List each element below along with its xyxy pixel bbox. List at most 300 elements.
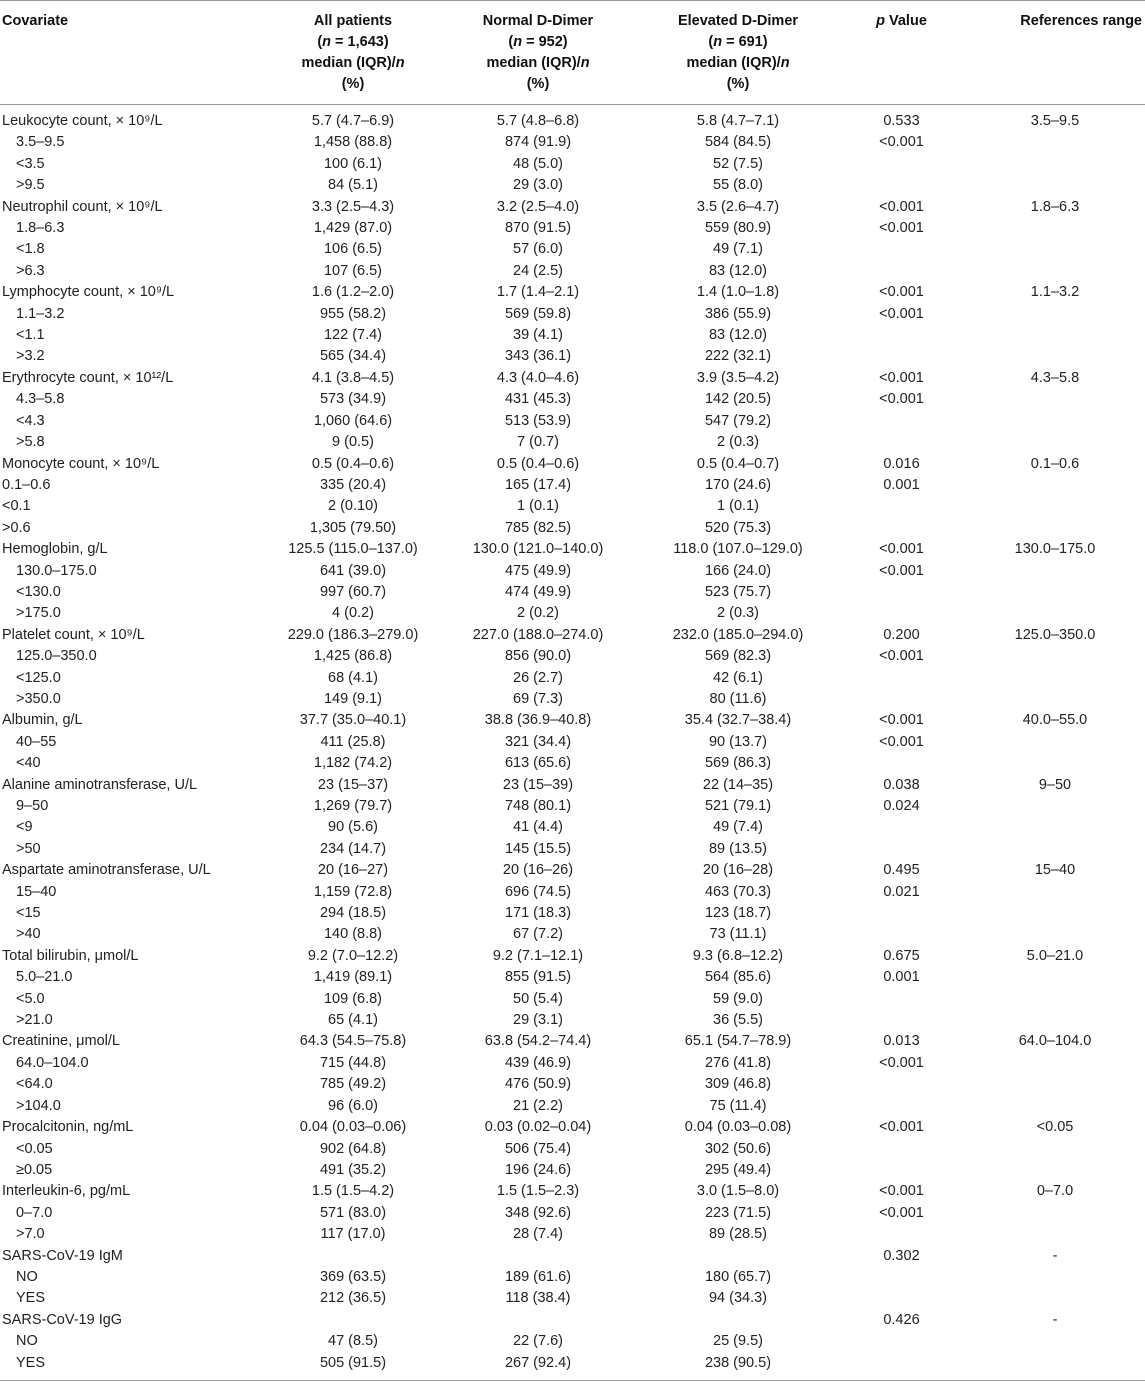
cell-references-range bbox=[965, 239, 1145, 260]
cell-references-range bbox=[965, 346, 1145, 367]
cell-elevated-d-dimer: 89 (28.5) bbox=[708, 1226, 768, 1243]
header-normal-line: Normal D-Dimer bbox=[482, 13, 594, 29]
cell-all-patients: 9 (0.5) bbox=[332, 434, 374, 451]
cell-normal-d-dimer bbox=[438, 1310, 638, 1331]
cell-covariate: 4.3–5.8 bbox=[16, 391, 65, 408]
cell-p-value bbox=[838, 989, 965, 1010]
cell-covariate: <64.0 bbox=[16, 1076, 53, 1093]
header-elevated-line: (%) bbox=[726, 76, 750, 92]
cell-elevated-d-dimer: 238 (90.5) bbox=[704, 1354, 772, 1371]
cell-normal-d-dimer: 506 (75.4) bbox=[504, 1140, 572, 1157]
cell-references-range: 5.0–21.0 bbox=[1026, 947, 1084, 964]
cell-normal-d-dimer: 1.7 (1.4–2.1) bbox=[496, 284, 580, 301]
cell-all-patients: 107 (6.5) bbox=[323, 262, 383, 279]
table-row bbox=[0, 989, 1145, 1010]
cell-elevated-d-dimer: 520 (75.3) bbox=[704, 519, 772, 536]
cell-covariate: ≥0.05 bbox=[16, 1161, 53, 1178]
cell-covariate: YES bbox=[16, 1290, 46, 1307]
cell-references-range bbox=[965, 1010, 1145, 1031]
cell-all-patients: 294 (18.5) bbox=[319, 905, 387, 922]
cell-references-range bbox=[965, 518, 1145, 539]
cell-normal-d-dimer: 0.5 (0.4–0.6) bbox=[496, 455, 580, 472]
table-row bbox=[0, 668, 1145, 689]
cell-all-patients: 785 (49.2) bbox=[319, 1076, 387, 1093]
table-row bbox=[0, 903, 1145, 924]
cell-all-patients: 491 (35.2) bbox=[319, 1161, 387, 1178]
table-row bbox=[0, 1288, 1145, 1309]
cell-normal-d-dimer: 26 (2.7) bbox=[513, 669, 563, 686]
cell-elevated-d-dimer: 22 (14–35) bbox=[702, 776, 774, 793]
cell-p-value: 0.038 bbox=[883, 776, 920, 793]
table-row bbox=[0, 946, 1145, 967]
cell-elevated-d-dimer: 523 (75.7) bbox=[704, 583, 772, 600]
cell-elevated-d-dimer: 75 (11.4) bbox=[709, 1097, 767, 1114]
cell-elevated-d-dimer: 2 (0.3) bbox=[717, 434, 759, 451]
cell-p-value: <0.001 bbox=[879, 648, 924, 665]
cell-references-range bbox=[965, 475, 1145, 496]
cell-normal-d-dimer: 39 (4.1) bbox=[513, 327, 563, 344]
cell-normal-d-dimer: 4.3 (4.0–4.6) bbox=[496, 369, 580, 386]
cell-all-patients: 149 (9.1) bbox=[323, 690, 383, 707]
table-row bbox=[0, 1310, 1145, 1331]
cell-normal-d-dimer: 343 (36.1) bbox=[504, 348, 572, 365]
table-row bbox=[0, 218, 1145, 239]
cell-all-patients: 47 (8.5) bbox=[328, 1333, 378, 1350]
table-body bbox=[0, 105, 1145, 1381]
cell-references-range bbox=[965, 903, 1145, 924]
cell-elevated-d-dimer: 73 (11.1) bbox=[709, 926, 767, 943]
cell-covariate: >104.0 bbox=[16, 1097, 61, 1114]
cell-covariate: <3.5 bbox=[16, 155, 45, 172]
cell-covariate: 125.0–350.0 bbox=[16, 648, 97, 665]
cell-covariate: >175.0 bbox=[16, 605, 61, 622]
cell-all-patients: 140 (8.8) bbox=[323, 926, 383, 943]
cell-normal-d-dimer: 48 (5.0) bbox=[513, 155, 563, 172]
cell-covariate: 40–55 bbox=[16, 733, 57, 750]
header-all-patients-line: (n = 1,643) bbox=[317, 34, 389, 50]
cell-p-value bbox=[838, 518, 965, 539]
cell-elevated-d-dimer: 222 (32.1) bbox=[704, 348, 772, 365]
cell-p-value bbox=[838, 1096, 965, 1117]
cell-elevated-d-dimer: 83 (12.0) bbox=[708, 262, 768, 279]
cell-references-range: 130.0–175.0 bbox=[1014, 541, 1096, 558]
cell-covariate: 1.1–3.2 bbox=[16, 305, 65, 322]
cell-p-value bbox=[838, 261, 965, 282]
cell-p-value: <0.001 bbox=[879, 1183, 924, 1200]
cell-normal-d-dimer: 130.0 (121.0–140.0) bbox=[472, 541, 604, 558]
cell-elevated-d-dimer: 42 (6.1) bbox=[713, 669, 763, 686]
table-row bbox=[0, 175, 1145, 196]
header-elevated-line: Elevated D-Dimer bbox=[677, 13, 799, 29]
cell-p-value: <0.001 bbox=[879, 220, 924, 237]
table-row bbox=[0, 154, 1145, 175]
cell-elevated-d-dimer: 232.0 (185.0–294.0) bbox=[672, 626, 804, 643]
cell-all-patients: 37.7 (35.0–40.1) bbox=[299, 712, 407, 729]
cell-p-value: <0.001 bbox=[879, 1204, 924, 1221]
cell-p-value bbox=[838, 1010, 965, 1031]
cell-all-patients: 68 (4.1) bbox=[328, 669, 378, 686]
cell-covariate: SARS-CoV-19 IgG bbox=[2, 1311, 123, 1328]
cell-references-range bbox=[965, 1139, 1145, 1160]
header-normal-d-dimer bbox=[438, 1, 638, 105]
cell-all-patients: 1,060 (64.6) bbox=[313, 412, 393, 429]
cell-normal-d-dimer: 29 (3.0) bbox=[513, 177, 563, 194]
cell-all-patients: 0.5 (0.4–0.6) bbox=[311, 455, 395, 472]
table-row bbox=[0, 732, 1145, 753]
cell-p-value bbox=[838, 1288, 965, 1309]
cell-normal-d-dimer: 50 (5.4) bbox=[513, 990, 563, 1007]
cell-all-patients bbox=[268, 1246, 438, 1267]
cell-references-range bbox=[965, 668, 1145, 689]
cell-normal-d-dimer: 2 (0.2) bbox=[517, 605, 559, 622]
cell-all-patients: 5.7 (4.7–6.9) bbox=[311, 113, 395, 129]
cell-normal-d-dimer: 0.03 (0.02–0.04) bbox=[484, 1119, 592, 1136]
table-row bbox=[0, 1139, 1145, 1160]
cell-all-patients: 90 (5.6) bbox=[328, 819, 378, 836]
table-row bbox=[0, 197, 1145, 218]
header-normal-line: median (IQR)/n bbox=[486, 55, 590, 71]
cell-p-value bbox=[838, 817, 965, 838]
header-all-patients bbox=[268, 1, 438, 105]
cell-references-range: 64.0–104.0 bbox=[1018, 1033, 1092, 1050]
table-row bbox=[0, 753, 1145, 774]
cell-elevated-d-dimer: 142 (20.5) bbox=[704, 391, 772, 408]
cell-elevated-d-dimer: 3.5 (2.6–4.7) bbox=[696, 198, 780, 215]
cell-elevated-d-dimer: 25 (9.5) bbox=[713, 1333, 763, 1350]
cell-all-patients: 4 (0.2) bbox=[332, 605, 374, 622]
cell-normal-d-dimer: 145 (15.5) bbox=[504, 840, 572, 857]
cell-normal-d-dimer: 118 (38.4) bbox=[505, 1290, 571, 1307]
cell-references-range: - bbox=[1052, 1247, 1058, 1264]
cell-references-range bbox=[965, 1267, 1145, 1288]
cell-p-value: 0.016 bbox=[883, 455, 920, 472]
cell-references-range bbox=[965, 175, 1145, 196]
header-covariate: Covariate bbox=[2, 13, 69, 29]
cell-references-range bbox=[965, 817, 1145, 838]
cell-all-patients: 1,458 (88.8) bbox=[313, 134, 393, 151]
table-row bbox=[0, 1203, 1145, 1224]
cell-normal-d-dimer: 171 (18.3) bbox=[504, 905, 572, 922]
header-row bbox=[0, 1, 1145, 105]
cell-all-patients: 1,269 (79.7) bbox=[313, 798, 393, 814]
cell-p-value: <0.001 bbox=[879, 541, 924, 558]
cell-p-value bbox=[838, 496, 965, 517]
cell-p-value bbox=[838, 753, 965, 774]
table-row bbox=[0, 304, 1145, 325]
cell-elevated-d-dimer: 118.0 (107.0–129.0) bbox=[673, 541, 803, 558]
cell-all-patients bbox=[268, 1310, 438, 1331]
cell-p-value bbox=[838, 175, 965, 196]
cell-references-range bbox=[965, 132, 1145, 153]
cell-p-value: <0.001 bbox=[879, 712, 924, 729]
table-row bbox=[0, 432, 1145, 453]
cell-normal-d-dimer: 348 (92.6) bbox=[504, 1204, 572, 1221]
cell-all-patients: 505 (91.5) bbox=[319, 1354, 387, 1371]
cell-elevated-d-dimer: 569 (86.3) bbox=[704, 755, 772, 772]
header-references-range: References range bbox=[1020, 13, 1142, 29]
table-row bbox=[0, 261, 1145, 282]
cell-p-value: 0.426 bbox=[883, 1311, 920, 1328]
cell-normal-d-dimer: 41 (4.4) bbox=[513, 819, 563, 836]
cell-all-patients: 212 (36.5) bbox=[319, 1290, 387, 1307]
cell-normal-d-dimer: 476 (50.9) bbox=[504, 1076, 572, 1093]
header-all-patients-line: All patients bbox=[313, 13, 393, 29]
cell-elevated-d-dimer: 49 (7.1) bbox=[713, 241, 763, 258]
table-row bbox=[0, 346, 1145, 367]
cell-normal-d-dimer: 267 (92.4) bbox=[504, 1354, 572, 1371]
cell-elevated-d-dimer: 276 (41.8) bbox=[704, 1054, 772, 1071]
table-row bbox=[0, 1031, 1145, 1052]
cell-elevated-d-dimer: 59 (9.0) bbox=[713, 990, 763, 1007]
cell-references-range bbox=[965, 796, 1145, 817]
cell-p-value: <0.001 bbox=[879, 134, 924, 151]
table-row bbox=[0, 967, 1145, 988]
cell-all-patients: 2 (0.10) bbox=[328, 498, 378, 515]
header-normal-line: (n = 952) bbox=[508, 34, 568, 50]
cell-covariate: Leukocyte count, × 10⁹/L bbox=[2, 113, 163, 129]
table-row bbox=[0, 625, 1145, 646]
cell-covariate: <15 bbox=[16, 905, 41, 922]
cell-normal-d-dimer: 474 (49.9) bbox=[504, 583, 572, 600]
cell-elevated-d-dimer: 0.04 (0.03–0.08) bbox=[684, 1119, 792, 1136]
table-row bbox=[0, 539, 1145, 560]
cell-all-patients: 20 (16–27) bbox=[317, 862, 389, 879]
cell-covariate: <1.8 bbox=[16, 241, 45, 258]
table-row bbox=[0, 389, 1145, 410]
cell-elevated-d-dimer: 20 (16–28) bbox=[702, 862, 774, 879]
cell-covariate: <4.3 bbox=[16, 412, 45, 429]
cell-references-range bbox=[965, 1203, 1145, 1224]
cell-covariate: Interleukin-6, pg/mL bbox=[2, 1183, 131, 1200]
cell-covariate: Lymphocyte count, × 10⁹/L bbox=[2, 284, 175, 301]
cell-covariate: SARS-CoV-19 IgM bbox=[2, 1247, 123, 1264]
cell-references-range bbox=[965, 967, 1145, 988]
cell-references-range: <0.05 bbox=[1036, 1119, 1074, 1136]
table-row bbox=[0, 582, 1145, 603]
cell-references-range: 9–50 bbox=[1038, 776, 1072, 793]
cell-covariate: 3.5–9.5 bbox=[16, 134, 65, 151]
cell-covariate: NO bbox=[16, 1268, 38, 1285]
cell-elevated-d-dimer: 564 (85.6) bbox=[704, 969, 772, 986]
cell-normal-d-dimer: 439 (46.9) bbox=[504, 1054, 572, 1071]
cell-normal-d-dimer: 189 (61.6) bbox=[504, 1268, 572, 1285]
table-row bbox=[0, 817, 1145, 838]
cell-references-range bbox=[965, 325, 1145, 346]
cell-all-patients: 997 (60.7) bbox=[319, 583, 387, 600]
cell-p-value bbox=[838, 839, 965, 860]
cell-references-range: 3.5–9.5 bbox=[1030, 113, 1080, 129]
cell-normal-d-dimer: 855 (91.5) bbox=[504, 969, 572, 986]
cell-p-value: <0.001 bbox=[879, 369, 924, 386]
cell-p-value bbox=[838, 154, 965, 175]
cell-p-value: <0.001 bbox=[879, 198, 924, 215]
cell-elevated-d-dimer bbox=[638, 1310, 838, 1331]
table-row bbox=[0, 1160, 1145, 1181]
cell-covariate: >21.0 bbox=[16, 1012, 53, 1029]
cell-references-range bbox=[965, 582, 1145, 603]
cell-covariate: <1.1 bbox=[16, 327, 45, 344]
cell-elevated-d-dimer: 52 (7.5) bbox=[713, 155, 763, 172]
cell-all-patients: 902 (64.8) bbox=[319, 1140, 387, 1157]
cell-normal-d-dimer: 613 (65.6) bbox=[504, 755, 572, 772]
cell-references-range bbox=[965, 1053, 1145, 1074]
cell-elevated-d-dimer: 309 (46.8) bbox=[704, 1076, 772, 1093]
cell-covariate: <130.0 bbox=[16, 583, 61, 600]
table-row bbox=[0, 105, 1145, 133]
cell-elevated-d-dimer: 90 (13.7) bbox=[708, 733, 768, 750]
cell-elevated-d-dimer: 1 (0.1) bbox=[717, 498, 759, 515]
cell-covariate: Creatinine, μmol/L bbox=[2, 1033, 120, 1050]
cell-covariate: 0.1–0.6 bbox=[2, 476, 51, 493]
cell-references-range: 125.0–350.0 bbox=[1014, 626, 1096, 643]
cell-normal-d-dimer: 21 (2.2) bbox=[513, 1097, 563, 1114]
cell-references-range bbox=[965, 411, 1145, 432]
cell-normal-d-dimer: 28 (7.4) bbox=[513, 1226, 563, 1243]
table-row bbox=[0, 882, 1145, 903]
cell-elevated-d-dimer: 295 (49.4) bbox=[704, 1161, 772, 1178]
cell-all-patients: 335 (20.4) bbox=[319, 476, 387, 493]
table-row bbox=[0, 1246, 1145, 1267]
cell-covariate: YES bbox=[16, 1354, 46, 1371]
cell-elevated-d-dimer: 55 (8.0) bbox=[713, 177, 763, 194]
cell-p-value bbox=[838, 1160, 965, 1181]
table-row bbox=[0, 1353, 1145, 1381]
cell-normal-d-dimer: 1.5 (1.5–2.3) bbox=[496, 1183, 580, 1200]
table-row bbox=[0, 325, 1145, 346]
cell-references-range bbox=[965, 1353, 1145, 1381]
cell-elevated-d-dimer: 166 (24.0) bbox=[704, 562, 772, 579]
table-row bbox=[0, 475, 1145, 496]
cell-elevated-d-dimer: 463 (70.3) bbox=[704, 883, 772, 900]
table-row bbox=[0, 132, 1145, 153]
cell-covariate: 0–7.0 bbox=[16, 1204, 53, 1221]
cell-covariate: <0.05 bbox=[16, 1140, 53, 1157]
table-header bbox=[0, 1, 1145, 105]
table-row bbox=[0, 775, 1145, 796]
cell-elevated-d-dimer: 302 (50.6) bbox=[704, 1140, 772, 1157]
cell-references-range bbox=[965, 1074, 1145, 1095]
cell-all-patients: 117 (17.0) bbox=[320, 1226, 386, 1243]
cell-p-value: <0.001 bbox=[879, 1054, 924, 1071]
table-row bbox=[0, 496, 1145, 517]
cell-normal-d-dimer: 69 (7.3) bbox=[513, 690, 563, 707]
cell-references-range: 1.1–3.2 bbox=[1030, 284, 1080, 301]
cell-normal-d-dimer: 1 (0.1) bbox=[517, 498, 559, 515]
cell-normal-d-dimer: 227.0 (188.0–274.0) bbox=[472, 626, 604, 643]
cell-normal-d-dimer: 870 (91.5) bbox=[504, 220, 572, 237]
table-row bbox=[0, 689, 1145, 710]
cell-normal-d-dimer: 29 (3.1) bbox=[513, 1012, 563, 1029]
cell-normal-d-dimer: 431 (45.3) bbox=[504, 391, 572, 408]
cell-all-patients: 84 (5.1) bbox=[328, 177, 378, 194]
header-elevated-line: (n = 691) bbox=[708, 34, 768, 50]
cell-all-patients: 122 (7.4) bbox=[323, 327, 383, 344]
cell-normal-d-dimer: 165 (17.4) bbox=[504, 476, 572, 493]
cell-covariate: >0.6 bbox=[2, 519, 31, 536]
cell-covariate: Neutrophil count, × 10⁹/L bbox=[2, 198, 163, 215]
cell-elevated-d-dimer: 2 (0.3) bbox=[717, 605, 759, 622]
cell-p-value bbox=[838, 325, 965, 346]
cell-all-patients: 106 (6.5) bbox=[323, 241, 383, 258]
cell-covariate: <40 bbox=[16, 755, 41, 772]
header-elevated-line: median (IQR)/n bbox=[686, 55, 790, 71]
cell-p-value bbox=[838, 411, 965, 432]
cell-normal-d-dimer: 24 (2.5) bbox=[513, 262, 563, 279]
cell-covariate: Total bilirubin, μmol/L bbox=[2, 947, 139, 964]
cell-covariate: >5.8 bbox=[16, 434, 45, 451]
cell-p-value: 0.200 bbox=[883, 626, 920, 643]
table-row bbox=[0, 368, 1145, 389]
cell-all-patients: 1,429 (87.0) bbox=[313, 220, 393, 237]
table-row bbox=[0, 518, 1145, 539]
cell-normal-d-dimer: 513 (53.9) bbox=[504, 412, 572, 429]
cell-covariate: >350.0 bbox=[16, 690, 61, 707]
cell-p-value bbox=[838, 689, 965, 710]
cell-covariate: >7.0 bbox=[16, 1226, 45, 1243]
cell-references-range bbox=[965, 261, 1145, 282]
cell-all-patients: 411 (25.8) bbox=[320, 733, 386, 750]
cell-p-value bbox=[838, 1224, 965, 1245]
cell-all-patients: 1,182 (74.2) bbox=[313, 755, 393, 772]
header-all-patients-line: (%) bbox=[341, 76, 365, 92]
cell-all-patients: 1,305 (79.50) bbox=[309, 519, 397, 536]
cell-all-patients: 715 (44.8) bbox=[319, 1054, 387, 1071]
cell-normal-d-dimer: 7 (0.7) bbox=[517, 434, 559, 451]
cell-p-value bbox=[838, 1074, 965, 1095]
cell-references-range bbox=[965, 304, 1145, 325]
cell-covariate: 64.0–104.0 bbox=[16, 1054, 89, 1071]
table-row bbox=[0, 1181, 1145, 1202]
cell-covariate: Albumin, g/L bbox=[2, 712, 83, 729]
cell-normal-d-dimer: 321 (34.4) bbox=[504, 733, 572, 750]
cell-covariate: 9–50 bbox=[16, 798, 49, 814]
cell-covariate: 130.0–175.0 bbox=[16, 562, 97, 579]
cell-p-value: 0.675 bbox=[883, 947, 920, 964]
cell-references-range bbox=[965, 1288, 1145, 1309]
cell-elevated-d-dimer: 521 (79.1) bbox=[704, 798, 772, 814]
cell-all-patients: 641 (39.0) bbox=[319, 562, 387, 579]
cell-p-value bbox=[838, 903, 965, 924]
cell-normal-d-dimer: 67 (7.2) bbox=[513, 926, 563, 943]
table-row bbox=[0, 1267, 1145, 1288]
cell-references-range bbox=[965, 646, 1145, 667]
cell-all-patients: 4.1 (3.8–4.5) bbox=[311, 369, 395, 386]
cell-elevated-d-dimer: 65.1 (54.7–78.9) bbox=[684, 1033, 792, 1050]
cell-p-value: <0.001 bbox=[879, 562, 924, 579]
cell-elevated-d-dimer: 80 (11.6) bbox=[709, 690, 767, 707]
cell-p-value bbox=[838, 668, 965, 689]
cell-covariate: >50 bbox=[16, 840, 41, 857]
cell-normal-d-dimer: 874 (91.9) bbox=[504, 134, 572, 151]
cell-references-range bbox=[965, 753, 1145, 774]
cell-references-range bbox=[965, 603, 1145, 624]
cell-references-range bbox=[965, 561, 1145, 582]
cell-references-range bbox=[965, 1160, 1145, 1181]
cell-normal-d-dimer: 20 (16–26) bbox=[502, 862, 574, 879]
cell-references-range bbox=[965, 154, 1145, 175]
cell-normal-d-dimer: 569 (59.8) bbox=[504, 305, 572, 322]
cell-p-value: 0.533 bbox=[883, 113, 920, 129]
cell-normal-d-dimer: 5.7 (4.8–6.8) bbox=[496, 113, 580, 129]
cell-p-value: 0.001 bbox=[883, 476, 920, 493]
table-row bbox=[0, 646, 1145, 667]
cell-normal-d-dimer: 23 (15–39) bbox=[502, 776, 574, 793]
cell-elevated-d-dimer: 386 (55.9) bbox=[704, 305, 772, 322]
table-row bbox=[0, 839, 1145, 860]
cell-all-patients: 369 (63.5) bbox=[319, 1268, 387, 1285]
cell-all-patients: 64.3 (54.5–75.8) bbox=[299, 1033, 407, 1050]
header-all-patients-line: median (IQR)/n bbox=[301, 55, 405, 71]
